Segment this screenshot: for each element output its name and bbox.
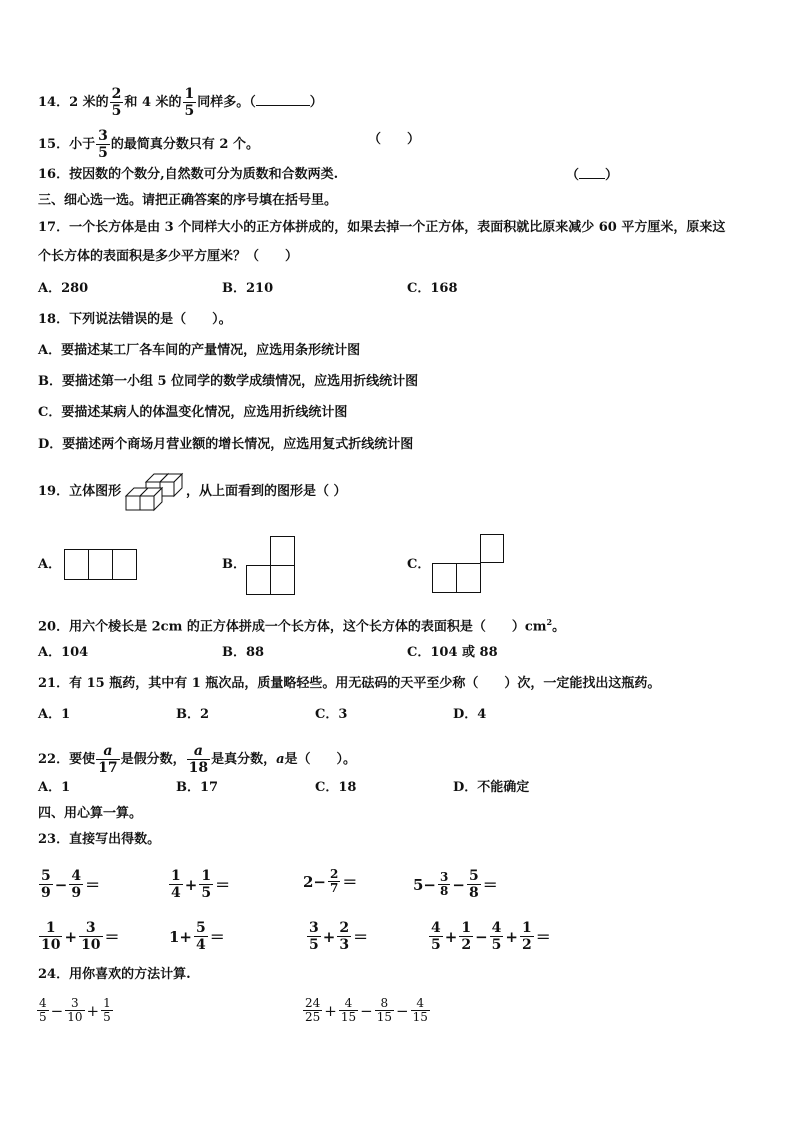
q14-text-4: ）: [309, 95, 323, 110]
option-c[interactable]: C．要描述某病人的体温变化情况，应选用折线统计图: [38, 405, 348, 420]
numerator: a: [187, 743, 210, 760]
option-b[interactable]: B．2: [176, 707, 210, 722]
question-14: [38, 86, 323, 119]
denominator: 18: [188, 760, 209, 776]
option-a[interactable]: A．1: [38, 707, 71, 722]
question-21: [38, 675, 660, 693]
option-a[interactable]: A．: [38, 557, 62, 572]
q22-text-3: 是真分数，: [211, 752, 277, 767]
question-17: [38, 219, 725, 237]
variable: a: [276, 752, 285, 767]
answer-bracket[interactable]: （ ）: [368, 132, 421, 147]
question-19: [38, 483, 121, 501]
square-cell: [270, 565, 295, 595]
bracket-close: ）: [605, 168, 619, 183]
option-b[interactable]: B．17: [176, 780, 219, 795]
question-number: 24．: [38, 967, 70, 982]
option-b[interactable]: B．: [222, 557, 246, 572]
calc-expression: $\frac{1}{10}$ + $\frac{3}{10}$ ＝: [41, 920, 120, 953]
question-number: 15．: [38, 137, 70, 152]
q17-line-2: 个长方体的表面积是多少平方厘米？（ ）: [38, 249, 299, 264]
q16-text: 按因数的个数分,自然数可分为质数和合数两类.: [69, 167, 339, 182]
square-cell: [88, 549, 113, 580]
option-c[interactable]: C．: [407, 557, 431, 572]
solid-figure-icon: [124, 470, 184, 514]
square-cell: [456, 563, 481, 593]
option-d[interactable]: D．4: [453, 707, 487, 722]
option-b[interactable]: B．要描述第一小组 5 位同学的数学成绩情况，应选用折线统计图: [38, 374, 419, 389]
q20-text: 用六个棱长是 2cm 的正方体拼成一个长方体，这个长方体的表面积是（ ）cm: [69, 619, 547, 635]
superscript: 2: [546, 617, 553, 627]
q18-stem: 下列说法错误的是（ ）。: [69, 312, 232, 327]
question-15: [38, 128, 259, 161]
q19-text-1: 立体图形: [69, 484, 122, 499]
denominator: 5: [98, 145, 108, 161]
fraction: [110, 86, 124, 119]
question-18: [38, 311, 232, 329]
q14-text-1: 2 米的: [69, 95, 109, 110]
answer-blank[interactable]: [256, 93, 310, 106]
fraction: [96, 128, 110, 161]
numerator: 1: [184, 86, 195, 102]
calc-expression: $\frac{4}{5}$ − $\frac{3}{10}$ + $\frac{1}{5}$: [39, 996, 111, 1024]
calc-expression: $\frac{4}{5}$ + $\frac{1}{2}$ − $\frac{4}{5}$ + $\frac{1}{2}$ ＝: [431, 920, 551, 953]
q14-text-3: 同样多。（: [197, 95, 256, 110]
q22-text-2: 是假分数，: [120, 752, 186, 767]
option-d[interactable]: D．要描述两个商场月营业额的增长情况，应选用复式折线统计图: [38, 437, 414, 452]
q15-text-2: 的最简真分数只有 2 个。: [110, 137, 259, 152]
q14-text-2: 和 4 米的: [124, 95, 182, 110]
q22-text-1: 要使: [69, 752, 96, 767]
q23-text: 直接写出得数。: [69, 832, 161, 847]
calc-expression: $\frac{24}{25}$ + $\frac{4}{15}$ − $\frac{8}{15}$ − $\frac{4}{15}$: [305, 996, 428, 1024]
fraction: [187, 743, 210, 776]
denominator: 17: [98, 760, 118, 776]
q17-line-1: 一个长方体是由 3 个同样大小的正方体拼成的，如果去掉一个正方体，表面积就比原来减少 60 平方厘米，原来这: [69, 220, 726, 235]
q21-text: 有 15 瓶药，其中有 1 瓶次品，质量略轻些。用无砝码的天平至少称（ ）次，一定能找出这瓶药。: [69, 676, 661, 691]
option-a[interactable]: A．要描述某工厂各车间的产量情况，应选用条形统计图: [38, 343, 361, 358]
question-number: 18．: [38, 312, 70, 327]
calc-expression: 5− $\frac{3}{8}$ − $\frac{5}{8}$ ＝: [413, 868, 498, 901]
question-16: [38, 166, 338, 184]
option-b[interactable]: B．210: [222, 281, 274, 296]
numerator: 2: [111, 86, 122, 102]
question-number: 19．: [38, 484, 70, 499]
option-a[interactable]: A．1: [38, 780, 71, 795]
option-a[interactable]: A．104: [38, 645, 89, 660]
question-number: 21．: [38, 676, 70, 691]
q24-text: 用你喜欢的方法计算.: [69, 967, 191, 982]
calc-expression: $\frac{3}{5}$ + $\frac{2}{3}$ ＝: [309, 920, 369, 953]
option-c[interactable]: C．18: [315, 780, 357, 795]
question-20: [38, 613, 565, 636]
q20-end: 。: [552, 619, 566, 635]
calc-expression: 2− $\frac{2}{7}$ ＝: [303, 867, 358, 895]
question-number: 23．: [38, 832, 70, 847]
option-c[interactable]: C．168: [407, 281, 458, 296]
option-c[interactable]: C．3: [315, 707, 348, 722]
question-number: 17．: [38, 220, 70, 235]
section-heading: 四、用心算一算。: [38, 806, 143, 821]
calc-expression: $\frac{1}{4}$ + $\frac{1}{5}$ ＝: [171, 868, 231, 901]
square-cell: [112, 549, 137, 580]
fraction: [96, 743, 119, 776]
denominator: 5: [111, 103, 122, 119]
q19-text-2: ，从上面看到的图形是（ ）: [186, 484, 347, 499]
question-23: [38, 831, 160, 849]
q15-text-1: 小于: [69, 137, 96, 152]
denominator: 5: [184, 103, 195, 119]
option-c[interactable]: C．104 或 88: [407, 645, 498, 660]
q22-text-4: 是（ ）。: [284, 752, 357, 767]
square-cell: [246, 565, 271, 595]
square-cell: [64, 549, 89, 580]
question-number: 14．: [38, 95, 70, 110]
option-b[interactable]: B．88: [222, 645, 265, 660]
square-cell: [480, 534, 504, 563]
section-heading: 三、细心选一选。请把正确答案的序号填在括号里。: [38, 193, 338, 208]
question-number: 16．: [38, 167, 70, 182]
calc-expression: $\frac{5}{9}$ − $\frac{4}{9}$ ＝: [41, 868, 101, 901]
bracket-open: （: [566, 168, 580, 183]
option-a[interactable]: A．280: [38, 281, 89, 296]
numerator: a: [96, 743, 119, 760]
question-24: [38, 966, 191, 984]
answer-blank[interactable]: [579, 166, 605, 179]
option-d[interactable]: D．不能确定: [453, 780, 530, 795]
calc-expression: 1+ $\frac{5}{4}$ ＝: [169, 920, 225, 953]
answer-bracket[interactable]: [566, 166, 618, 185]
question-number: 22．: [38, 752, 70, 767]
square-cell: [270, 536, 295, 566]
fraction: [183, 86, 197, 119]
question-22: [38, 743, 356, 776]
numerator: 3: [98, 128, 108, 144]
question-number: 20．: [38, 619, 70, 635]
square-cell: [432, 563, 457, 593]
